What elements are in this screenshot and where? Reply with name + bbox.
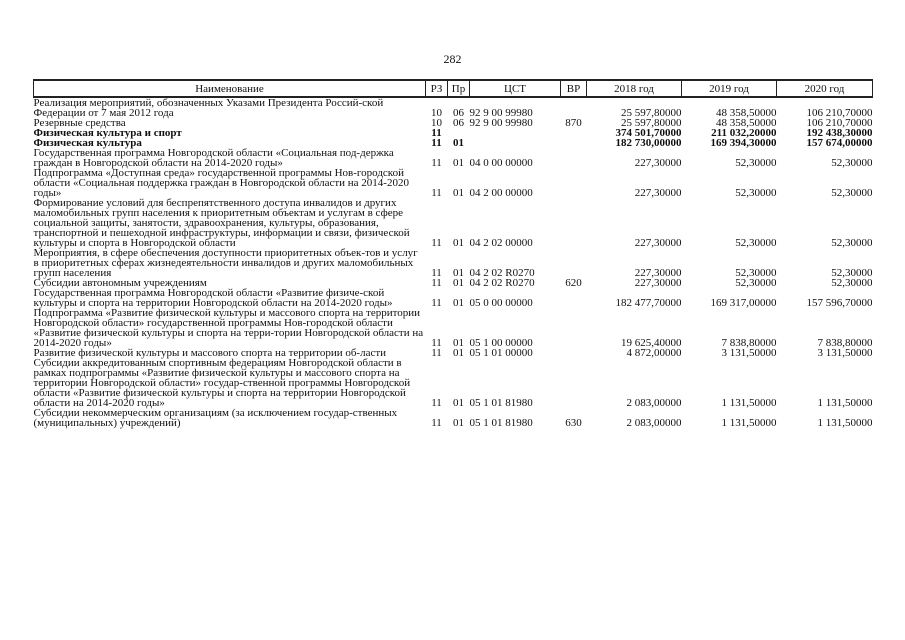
- cell-pr: 01: [453, 277, 464, 289]
- cell-2019: 7 838,80000: [721, 337, 777, 349]
- cell-pr: 01: [453, 187, 464, 199]
- cell-pr: 01: [453, 157, 464, 169]
- cell-vr: [561, 248, 587, 278]
- header-name: Наименование: [34, 80, 426, 97]
- cell-rz: 11: [431, 127, 442, 139]
- cell-vr: [561, 198, 587, 248]
- cell-2020: 157 596,70000: [806, 297, 873, 309]
- cell-cst: 92 9 00 99980: [469, 107, 533, 119]
- table-row: [34, 408, 873, 428]
- cell-rz: 10: [431, 117, 442, 129]
- cell-pr: 01: [453, 297, 464, 309]
- cell-vr: [561, 97, 587, 118]
- cell-name: Субсидии автономным учреждениям: [33, 277, 207, 289]
- cell-vr: 620: [565, 277, 582, 289]
- cell-2018: 2 083,00000: [626, 417, 682, 429]
- cell-2020: 52,30000: [831, 267, 873, 279]
- header-2018: 2018 год: [587, 80, 682, 97]
- cell-2019: 211 032,20000: [711, 127, 777, 139]
- cell-pr: 06: [453, 117, 464, 129]
- header-vr: ВР: [561, 80, 587, 97]
- cell-2018: 182 477,70000: [615, 297, 682, 309]
- cell-2019: 1 131,50000: [721, 397, 777, 409]
- cell-name: Реализация мероприятий, обозначенных Указами Президента Россий-ской Федерации от 7 мая 2012 года: [33, 97, 384, 119]
- cell-2019: 1 131,50000: [721, 417, 777, 429]
- cell-2020: 192 438,30000: [806, 127, 873, 139]
- cell-2018: 374 501,70000: [615, 127, 682, 139]
- cell-rz: 11: [431, 347, 442, 359]
- cell-2019: 52,30000: [735, 157, 777, 169]
- cell-2019: 52,30000: [735, 277, 777, 289]
- cell-2018: 19 625,40000: [621, 337, 682, 349]
- cell-2018: 227,30000: [634, 187, 682, 199]
- cell-name: Физическая культура и спорт: [33, 127, 182, 139]
- cell-2020: 106 210,70000: [806, 107, 873, 119]
- cell-name: Резервные средства: [33, 117, 126, 129]
- cell-2019: 169 317,00000: [710, 297, 777, 309]
- cell-name: Подпрограмма «Развитие физической культуры и массового спорта на территории Новгородской области» государственной программы Нов-городской области «Развитие физической культуры и спорта на терри-тории Новгородской области на 2014-2020 годы»: [33, 307, 424, 349]
- cell-name: Подпрограмма «Доступная среда» государственной программы Нов-городской области «Социальная поддержка граждан в Новгородской области на 2014-2020 годы»: [33, 167, 409, 199]
- table-row: [34, 288, 873, 308]
- cell-2019: 3 131,50000: [721, 347, 777, 359]
- cell-rz: 11: [431, 297, 442, 309]
- cell-2020: 1 131,50000: [817, 417, 873, 429]
- cell-2018: 25 597,80000: [621, 117, 682, 129]
- table-header: [34, 80, 873, 97]
- cell-2018: 227,30000: [634, 157, 682, 169]
- cell-cst: 05 1 01 81980: [469, 417, 533, 429]
- cell-pr: 01: [453, 137, 464, 149]
- cell-pr: 01: [453, 397, 464, 409]
- header-2019: 2019 год: [682, 80, 777, 97]
- cell-2020: 3 131,50000: [817, 347, 873, 359]
- header-pr: Пр: [448, 80, 470, 97]
- cell-2020: 52,30000: [831, 187, 873, 199]
- table-row: [34, 248, 873, 278]
- cell-2020: 157 674,00000: [806, 137, 873, 149]
- cell-rz: 11: [431, 157, 442, 169]
- cell-cst: 92 9 00 99980: [469, 117, 533, 129]
- table-row: [34, 168, 873, 198]
- table-row: [34, 198, 873, 248]
- cell-cst: 04 2 02 R0270: [469, 277, 535, 289]
- cell-cst: 04 2 02 R0270: [469, 267, 535, 279]
- cell-name: Государственная программа Новгородской области «Развитие физиче-ской культуры и спорта на территории Новгородской области на 2014-2020 годы»: [33, 287, 393, 309]
- cell-cst: 04 2 00 00000: [469, 187, 533, 199]
- cell-cst: 05 1 01 81980: [469, 397, 533, 409]
- cell-cst: [470, 138, 561, 148]
- cell-2018: 227,30000: [634, 277, 682, 289]
- cell-2020: 7 838,80000: [817, 337, 873, 349]
- cell-name: Мероприятия, в сфере обеспечения доступности приоритетных объек-тов и услуг в приоритетных сферах жизнедеятельности инвалидов и других маломобильных групп населения: [33, 247, 418, 279]
- cell-2018: 4 872,00000: [626, 347, 682, 359]
- cell-rz: 11: [431, 417, 442, 429]
- cell-vr: [561, 358, 587, 408]
- table-row: [34, 308, 873, 348]
- cell-pr: 01: [453, 267, 464, 279]
- cell-rz: 11: [431, 277, 442, 289]
- cell-cst: [470, 128, 561, 138]
- cell-2020: 52,30000: [831, 237, 873, 249]
- cell-rz: 11: [431, 337, 442, 349]
- cell-pr: 01: [453, 237, 464, 249]
- budget-table: [33, 79, 873, 428]
- cell-2019: 52,30000: [735, 187, 777, 199]
- cell-2020: 52,30000: [831, 277, 873, 289]
- cell-vr: [561, 138, 587, 148]
- cell-vr: [561, 308, 587, 348]
- cell-2019: 48 358,50000: [716, 107, 777, 119]
- cell-2020: 106 210,70000: [806, 117, 873, 129]
- cell-rz: 11: [431, 397, 442, 409]
- cell-vr: [561, 148, 587, 168]
- cell-cst: 05 1 01 00000: [469, 347, 533, 359]
- cell-2018: 25 597,80000: [621, 107, 682, 119]
- cell-cst: 05 1 00 00000: [469, 337, 533, 349]
- cell-pr: 01: [453, 337, 464, 349]
- cell-rz: 11: [431, 237, 442, 249]
- cell-name: Субсидии аккредитованным спортивным федерациям Новгородской области в рамках подпрограммы «Развитие физической культуры и массового спорта на территории Новгородской области» государ-ственной программы Новгородской области «Развитие физической культуры и спорта на территории Новгородской области на 2014-2020 годы»: [33, 357, 411, 409]
- cell-name: Субсидии некоммерческим организациям (за исключением государ-ственных (муниципальных) учреждений): [33, 407, 398, 429]
- header-2020: 2020 год: [777, 80, 873, 97]
- cell-rz: 10: [431, 107, 442, 119]
- table-row: [34, 148, 873, 168]
- cell-vr: [561, 128, 587, 138]
- cell-2018: 2 083,00000: [626, 397, 682, 409]
- cell-rz: 11: [431, 187, 442, 199]
- table-body: [34, 97, 873, 428]
- cell-cst: 05 0 00 00000: [469, 297, 533, 309]
- cell-2020: 1 131,50000: [817, 397, 873, 409]
- cell-pr: 06: [453, 107, 464, 119]
- cell-vr: [561, 168, 587, 198]
- cell-2018: 227,30000: [634, 237, 682, 249]
- cell-pr: 01: [453, 417, 464, 429]
- cell-2019: 169 394,30000: [710, 137, 777, 149]
- table-row: [34, 358, 873, 408]
- page-number: 282: [443, 52, 462, 66]
- cell-name: Физическая культура: [33, 137, 142, 149]
- cell-rz: 11: [431, 137, 442, 149]
- cell-vr: 630: [565, 417, 582, 429]
- cell-2018: 227,30000: [634, 267, 682, 279]
- cell-name: Развитие физической культуры и массового спорта на территории об-ласти: [33, 347, 387, 359]
- cell-vr: 870: [565, 117, 582, 129]
- cell-2019: 48 358,50000: [716, 117, 777, 129]
- header-cst: ЦСТ: [470, 80, 561, 97]
- header-rz: РЗ: [426, 80, 448, 97]
- table-row: [34, 97, 873, 118]
- cell-2019: 52,30000: [735, 267, 777, 279]
- cell-pr: 01: [453, 347, 464, 359]
- cell-name: Государственная программа Новгородской области «Социальная под-держка граждан в Новгородской области на 2014-2020 годы»: [33, 147, 394, 169]
- cell-2020: 52,30000: [831, 157, 873, 169]
- cell-vr: [561, 288, 587, 308]
- cell-cst: 04 0 00 00000: [469, 157, 533, 169]
- cell-cst: 04 2 02 00000: [469, 237, 533, 249]
- cell-vr: [561, 348, 587, 358]
- cell-name: Формирование условий для беспрепятственного доступа инвалидов и других маломобильных групп населения к приоритетным объектам и услугам в сфере социальной защиты, занятости, здравоохранения, культуры, образования, транспортной и пешеходной инфраструктуры, информации и связи, физической культуры и спорта в Новгородской области: [33, 197, 410, 249]
- cell-2019: 52,30000: [735, 237, 777, 249]
- cell-rz: 11: [431, 267, 442, 279]
- cell-2018: 182 730,00000: [615, 137, 682, 149]
